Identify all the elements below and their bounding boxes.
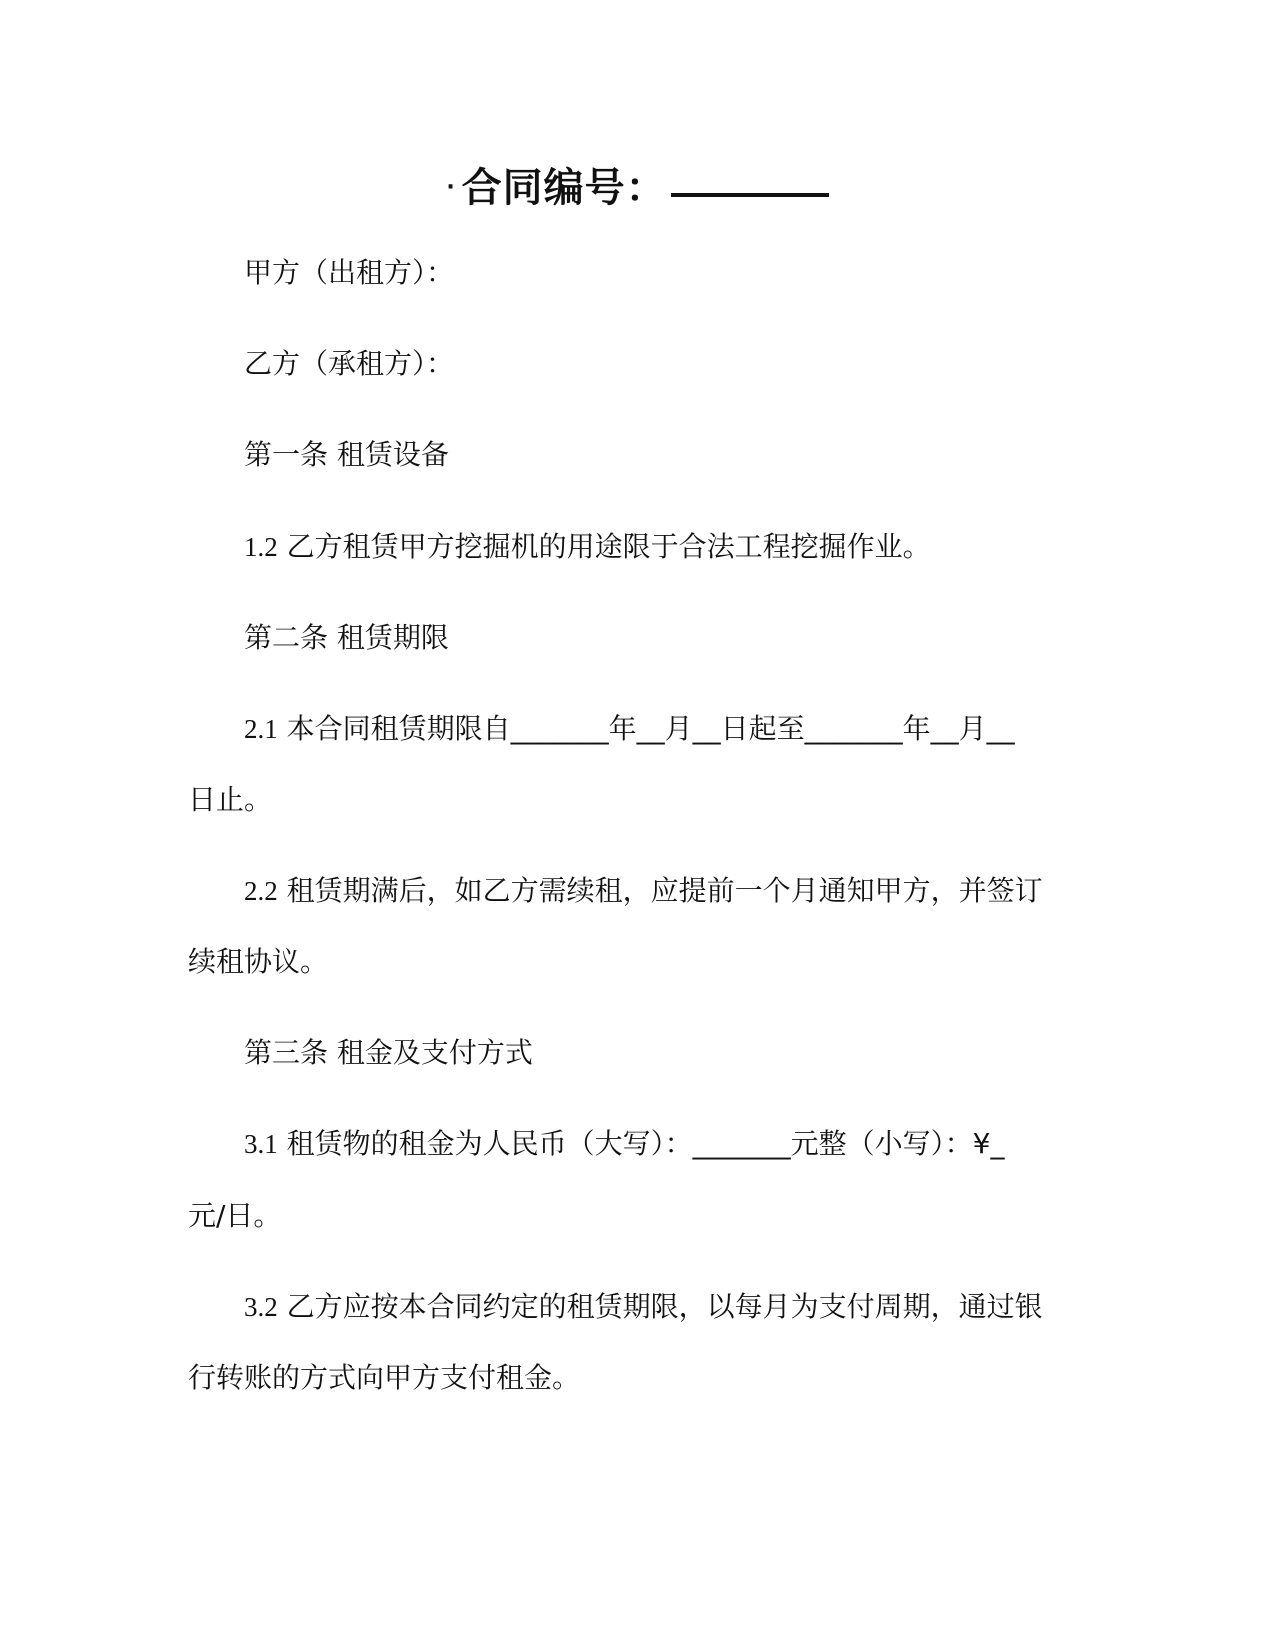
clause-3-2-line2: 行转账的方式向甲方支付租金。 xyxy=(188,1361,581,1394)
contract-number-title xyxy=(0,160,1275,216)
clause-number: 2.1 xyxy=(244,714,278,744)
contract-number-blank xyxy=(671,193,829,197)
clause-1-2: 1.2 乙方租赁甲方挖掘机的用途限于合法工程挖掘作业。 xyxy=(244,530,931,563)
clause-number: 1.2 xyxy=(244,532,278,562)
title-mark: · xyxy=(446,175,456,200)
party-a-line: 甲方（出租方）： xyxy=(244,256,455,289)
clause-3-1-line1: 3.1 租赁物的租金为人民币（大写）：_______元整（小写）：¥_ xyxy=(244,1127,1005,1160)
clause-2-2-line2: 续租协议。 xyxy=(188,945,329,978)
article-3-heading: 第三条 租金及支付方式 xyxy=(244,1036,533,1069)
article-1-heading: 第一条 租赁设备 xyxy=(244,438,449,471)
clause-number: 3.1 xyxy=(244,1129,278,1159)
clause-3-2-line1: 3.2 乙方应按本合同约定的租赁期限，以每月为支付周期，通过银 xyxy=(244,1290,1043,1323)
clause-number: 3.2 xyxy=(244,1292,278,1322)
clause-3-1-line2: 元/日。 xyxy=(188,1199,282,1232)
party-b-line: 乙方（承租方）： xyxy=(244,347,455,380)
clause-2-1-line2: 日止。 xyxy=(188,783,273,816)
clause-number: 2.2 xyxy=(244,876,278,906)
clause-2-2-line1: 2.2 租赁期满后，如乙方需续租，应提前一个月通知甲方，并签订 xyxy=(244,874,1043,907)
title-text: 合同编号： xyxy=(461,165,667,211)
clause-2-1-line1: 2.1 本合同租赁期限自_______年__月__日起至_______年__月__ xyxy=(244,712,1015,745)
article-2-heading: 第二条 租赁期限 xyxy=(244,621,449,654)
